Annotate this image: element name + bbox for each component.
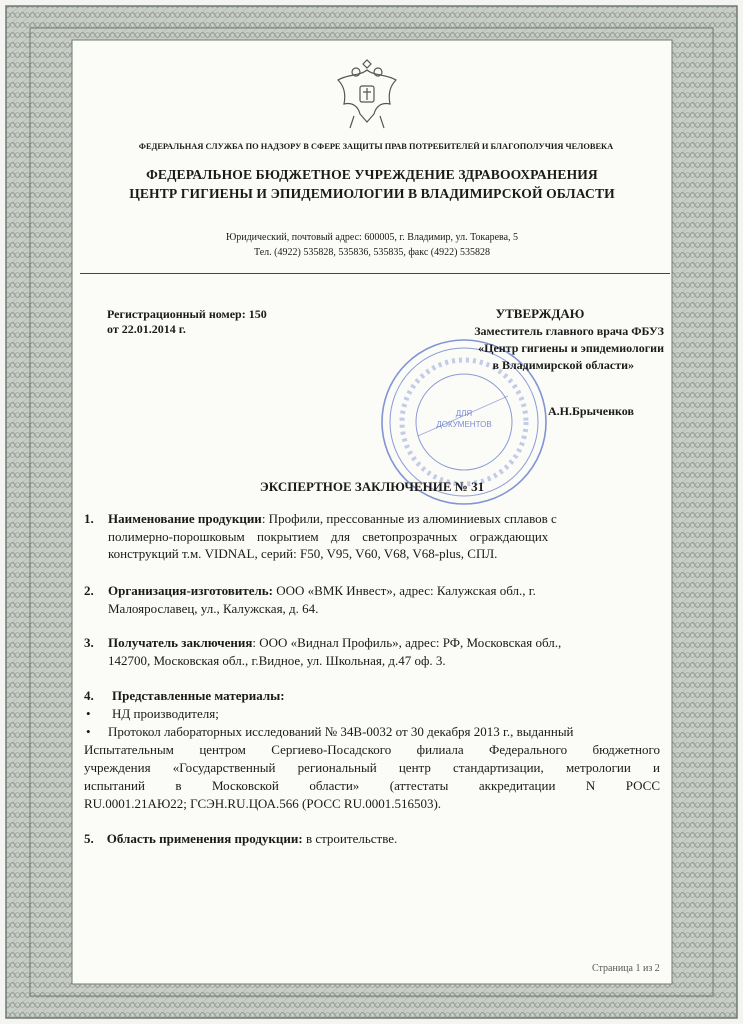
item-label: Организация-изготовитель:: [108, 583, 273, 598]
page-number: Страница 1 из 2: [592, 963, 660, 974]
institution-name-line2: ЦЕНТР ГИГИЕНЫ И ЭПИДЕМИОЛОГИИ В ВЛАДИМИРСКОЙ ОБЛАСТИ: [129, 186, 615, 201]
approval-signer: А.Н.Брыченков: [548, 404, 634, 418]
materials-bullet-2-line3: учреждения «Государственный региональный центр стандартизации, метрологии и: [84, 760, 660, 775]
service-name: ФЕДЕРАЛЬНАЯ СЛУЖБА ПО НАДЗОРУ В СФЕРЕ ЗАЩИТЫ ПРАВ ПОТРЕБИТЕЛЕЙ И БЛАГОПОЛУЧИЯ ЧЕЛОВЕКА: [138, 142, 614, 151]
materials-bullet-1: НД производителя;: [112, 706, 219, 721]
coat-of-arms-icon: [330, 58, 404, 132]
materials-bullet-2-line5: RU.0001.21АЮ22; ГСЭН.RU.ЦОА.566 (РОСС RU.0001.516503).: [84, 796, 442, 811]
materials-num: 4.: [84, 688, 94, 703]
item-recipient: 3. Получатель заключения: ООО «Виднал Профиль», адрес: РФ, Московская обл., 142700, Московская обл., г.Видное, ул. Школьная, д.47 оф. 3.: [84, 635, 562, 668]
item-product-name: 1. Наименование продукции: Профили, прессованные из алюминиевых сплавов с полимерно-порошковым покрытием для светопрозрачных ограждающих конструкций т.м. VIDNAL, серий: F50, V95, V60, V68, V68-plus, СПЛ.: [84, 511, 557, 561]
item-label: Наименование продукции: [108, 511, 262, 526]
materials-bullet-2-line4: испытаний в Московской области» (аттестаты аккредитации N РОСС: [84, 778, 660, 793]
registration-number: Регистрационный номер: 150: [107, 307, 267, 321]
bullet-1: •: [86, 706, 91, 721]
scope-value: в строительстве.: [302, 831, 398, 846]
header-divider: [80, 273, 670, 274]
materials-bullet-2-line2: Испытательным центром Сергиево-Посадского филиала Федерального бюджетного: [84, 742, 660, 757]
registration-date: от 22.01.2014 г.: [107, 322, 186, 336]
item-scope: 5. Область применения продукции: в строительстве.: [84, 831, 398, 846]
conclusion-title: ЭКСПЕРТНОЕ ЗАКЛЮЧЕНИЕ № 31: [259, 479, 485, 494]
item-manufacturer: 2. Организация-изготовитель: ООО «ВМК Инвест», адрес: Калужская обл., г. Малоярославец, ул., Калужская, д. 64.: [84, 583, 536, 616]
approval-title: УТВЕРЖДАЮ: [495, 306, 585, 321]
approval-line2: «Центр гигиены и эпидемиологии: [478, 341, 664, 355]
bullet-2: •: [86, 724, 91, 739]
scope-label: Область применения продукции:: [106, 831, 303, 846]
stamp-text-top: ДЛЯ: [455, 409, 473, 418]
materials-bullet-2-line1: Протокол лабораторных исследований № 34В-0032 от 30 декабря 2013 г., выданный: [108, 724, 574, 739]
materials-title: Представленные материалы:: [112, 688, 285, 703]
item-label: Получатель заключения: [108, 635, 253, 650]
stamp-text-bottom: ДОКУМЕНТОВ: [436, 420, 492, 429]
institution-address: Юридический, почтовый адрес: 600005, г. Владимир, ул. Токарева, 5: [225, 232, 519, 243]
approval-line3: в Владимирской области»: [492, 358, 634, 372]
approval-line1: Заместитель главного врача ФБУЗ: [474, 324, 664, 338]
institution-phones: Тел. (4922) 535828, 535836, 535835, факс (4922) 535828: [254, 247, 490, 258]
institution-name-line1: ФЕДЕРАЛЬНОЕ БЮДЖЕТНОЕ УЧРЕЖДЕНИЕ ЗДРАВООХРАНЕНИЯ: [146, 167, 598, 182]
